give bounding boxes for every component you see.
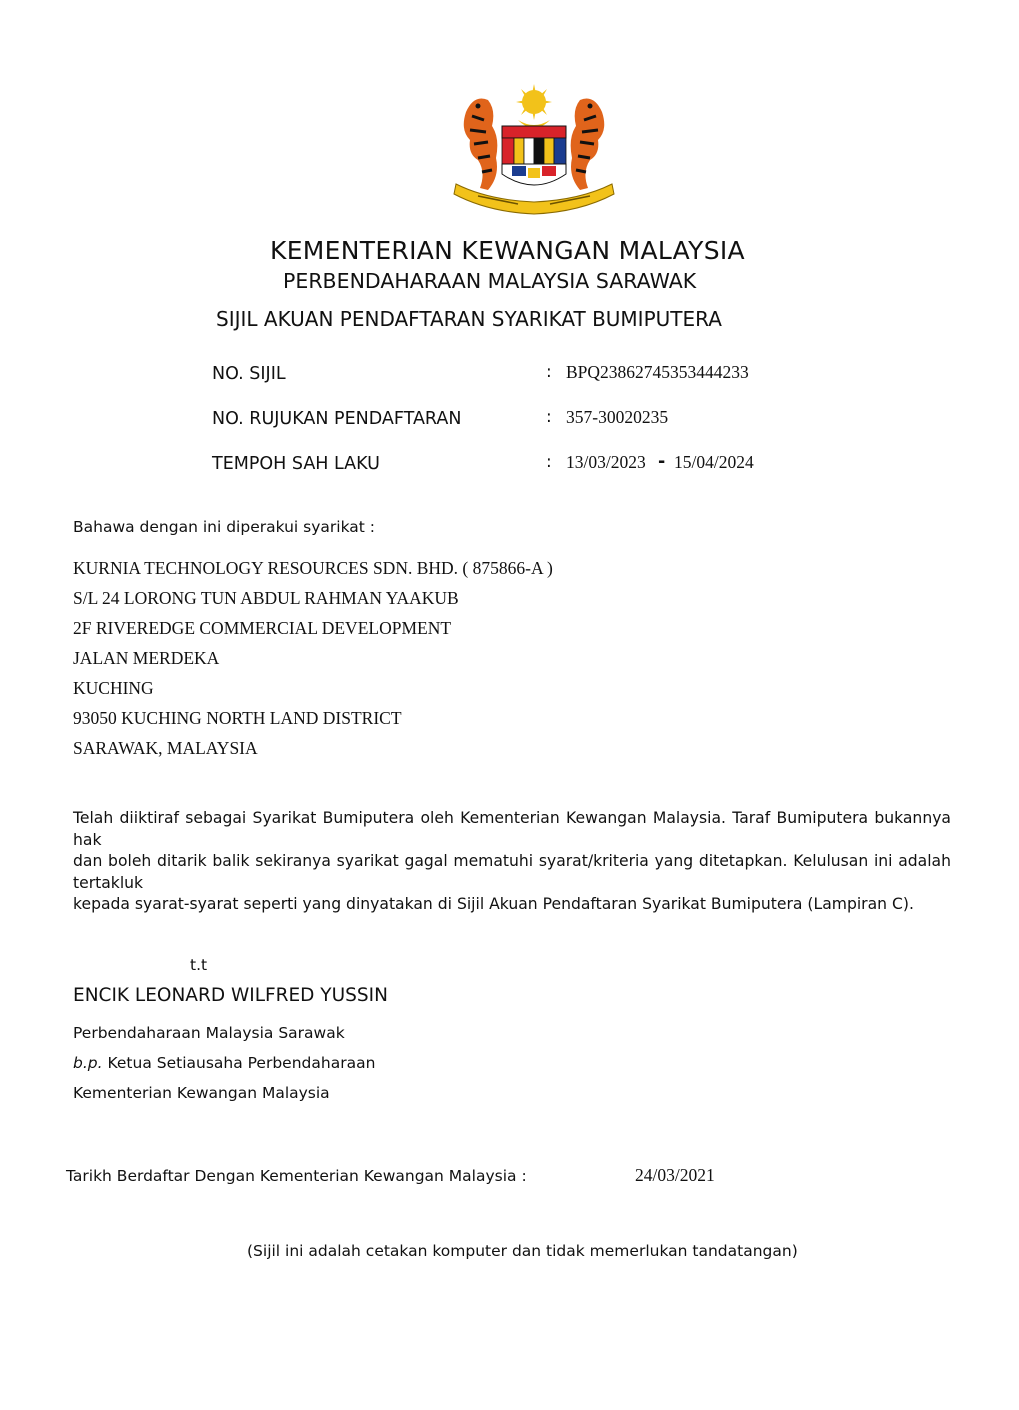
treasury-title: PERBENDAHARAAN MALAYSIA SARAWAK xyxy=(283,269,697,293)
computer-print-note: (Sijil ini adalah cetakan komputer dan tidak memerlukan tandatangan) xyxy=(247,1242,798,1260)
statement-line: kepada syarat-syarat seperti yang dinyatakan di Sijil Akuan Pendaftaran Syarikat Bumiputera (Lampiran C). xyxy=(73,895,914,913)
company-name: KURNIA TECHNOLOGY RESOURCES SDN. BHD. ( 875866-A ) xyxy=(73,558,553,578)
ministry-title: KEMENTERIAN KEWANGAN MALAYSIA xyxy=(270,236,745,265)
motto-scroll-icon xyxy=(454,184,614,214)
validity-colon: : xyxy=(546,452,552,472)
validity-from: 13/03/2023 xyxy=(566,452,646,472)
star-crescent-icon xyxy=(516,84,552,128)
bp-prefix: b.p. xyxy=(73,1054,103,1072)
recognition-statement xyxy=(73,808,951,916)
left-tiger-icon xyxy=(464,99,498,191)
address-line: SARAWAK, MALAYSIA xyxy=(73,738,258,758)
validity-to: 15/04/2024 xyxy=(674,452,754,472)
signatory-ministry: Kementerian Kewangan Malaysia xyxy=(73,1084,330,1102)
certificate-title: SIJIL AKUAN PENDAFTARAN SYARIKAT BUMIPUTERA xyxy=(216,307,722,331)
signatory-bp xyxy=(73,1054,375,1072)
address-line: 2F RIVEREDGE COMMERCIAL DEVELOPMENT xyxy=(73,618,452,638)
cert-no-label: NO. SIJIL xyxy=(212,364,286,384)
ref-no-label: NO. RUJUKAN PENDAFTARAN xyxy=(212,409,462,429)
registration-date: 24/03/2021 xyxy=(635,1165,715,1185)
signatory-name: ENCIK LEONARD WILFRED YUSSIN xyxy=(73,985,388,1006)
signed-marker: t.t xyxy=(190,956,208,974)
cert-no-value: BPQ23862745353444233 xyxy=(566,362,749,382)
statement-line: dan boleh ditarik balik sekiranya syarikat gagal mematuhi syarat/kriteria yang ditetapkan. Kelulusan ini adalah tertakluk xyxy=(73,852,951,892)
ref-no-colon: : xyxy=(546,407,552,427)
cert-no-colon: : xyxy=(546,362,552,382)
ref-no-value: 357-30020235 xyxy=(566,407,669,427)
right-tiger-icon xyxy=(571,99,605,191)
shield-icon xyxy=(502,126,566,185)
address-line: JALAN MERDEKA xyxy=(73,648,220,668)
bp-title: Ketua Setiausaha Perbendaharaan xyxy=(107,1054,376,1072)
intro-text: Bahawa dengan ini diperakui syarikat : xyxy=(73,518,376,536)
registration-label: Tarikh Berdaftar Dengan Kementerian Kewangan Malaysia : xyxy=(66,1167,527,1185)
address-line: KUCHING xyxy=(73,678,154,698)
validity-separator: - xyxy=(658,452,666,472)
validity-label: TEMPOH SAH LAKU xyxy=(212,454,380,474)
coat-of-arms-emblem xyxy=(448,80,620,220)
statement-line: Telah diiktiraf sebagai Syarikat Bumiputera oleh Kementerian Kewangan Malaysia. Taraf Bumiputera bukannya hak xyxy=(73,809,951,849)
address-line: S/L 24 LORONG TUN ABDUL RAHMAN YAAKUB xyxy=(73,588,459,608)
address-line: 93050 KUCHING NORTH LAND DISTRICT xyxy=(73,708,402,728)
signatory-office: Perbendaharaan Malaysia Sarawak xyxy=(73,1024,345,1042)
